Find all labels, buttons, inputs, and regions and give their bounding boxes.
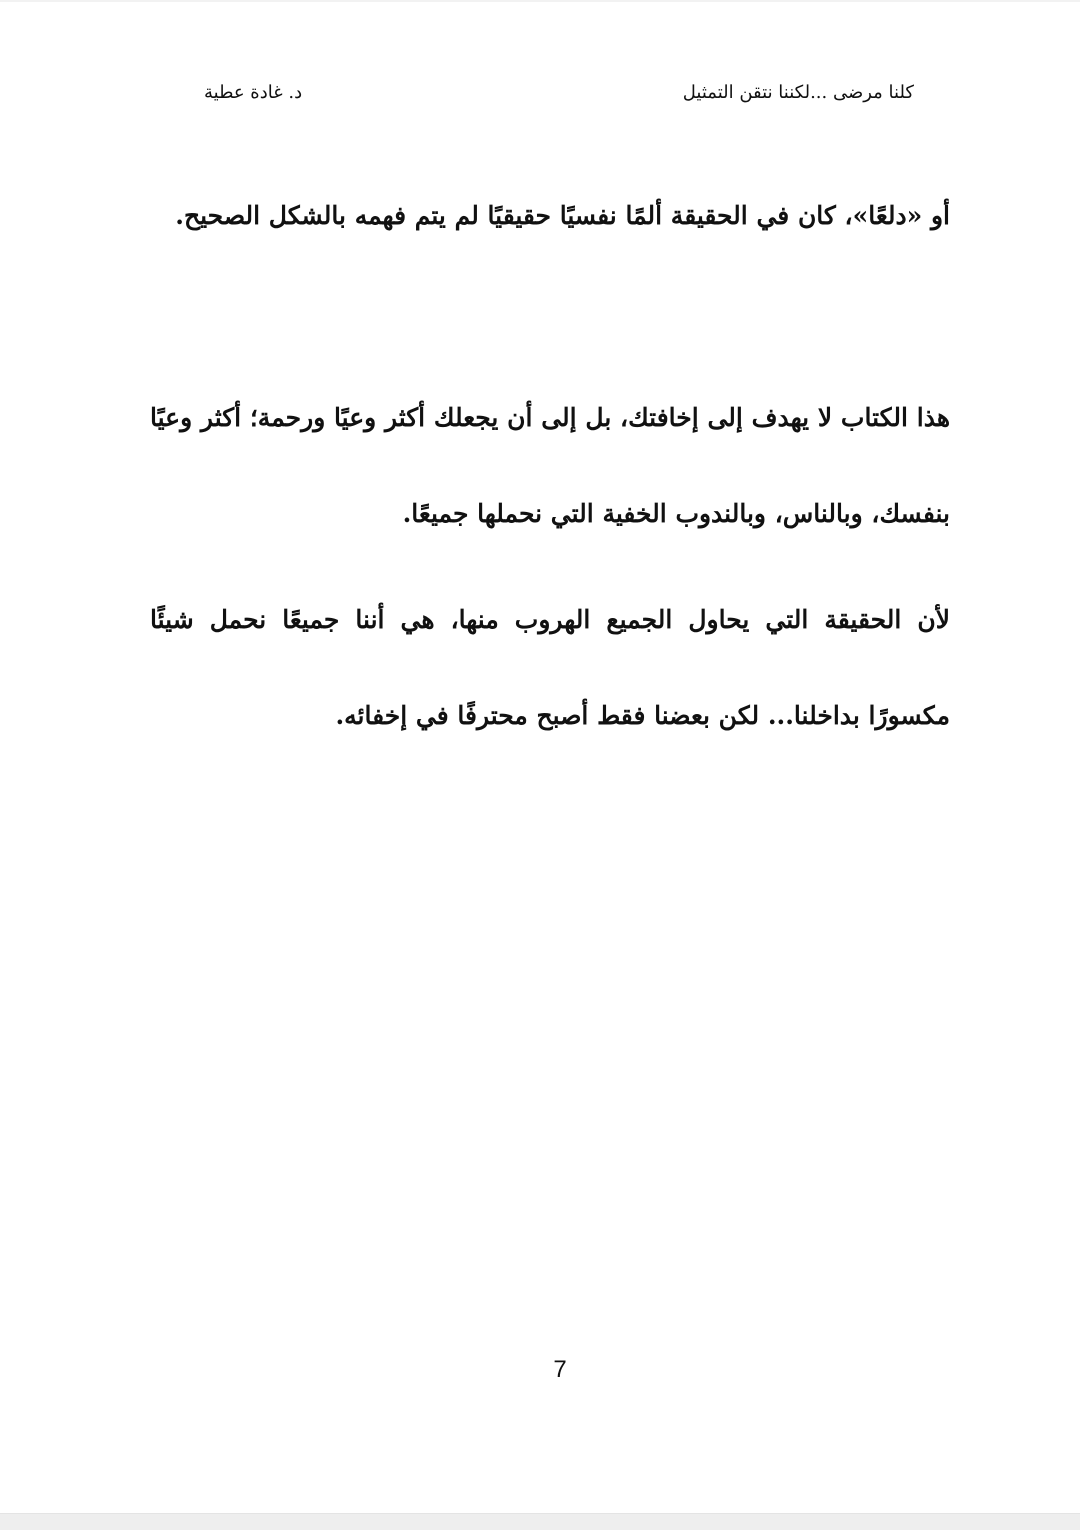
paragraph-3: لأن الحقيقة التي يحاول الجميع الهروب منها، هي أننا جميعًا نحمل شيئًا مكسورًا بداخلنا... لكن بعضنا فقط أصبح محترفًا في إخفائه. — [150, 605, 950, 730]
paragraph-1: أو «دلعًا»، كان في الحقيقة ألمًا نفسيًا حقيقيًا لم يتم فهمه بالشكل الصحيح. — [175, 201, 950, 230]
author-name: د. غادة عطية — [204, 82, 303, 103]
book-title: كلنا مرضى ...لكننا نتقن التمثيل — [682, 82, 914, 103]
page-number: 7 — [553, 1356, 567, 1383]
top-divider — [0, 0, 1080, 2]
paragraph-2: هذا الكتاب لا يهدف إلى إخافتك، بل إلى أن يجعلك أكثر وعيًا ورحمة؛ أكثر وعيًا بنفسك، وبالناس، وبالندوب الخفية التي نحملها جميعًا. — [150, 403, 950, 528]
page-header — [180, 82, 920, 112]
viewer-bottom-bar — [0, 1513, 1080, 1530]
